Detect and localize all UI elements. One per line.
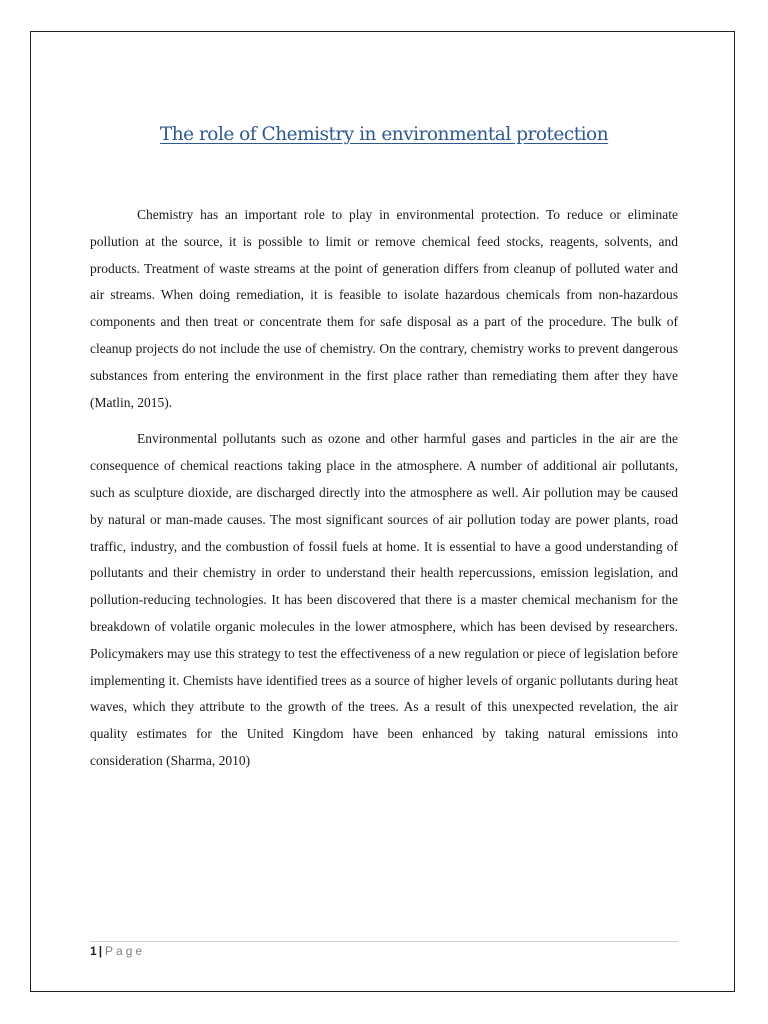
page-title: The role of Chemistry in environmental protection xyxy=(159,124,609,145)
document-body xyxy=(90,202,678,785)
footer-separator: | xyxy=(98,944,103,958)
paragraph-2: Environmental pollutants such as ozone and other harmful gases and particles in the air are the consequence of chemical reactions taking place in the atmosphere. A number of additional air pollutants, such as sculpture dioxide, are discharged directly into the atmosphere as well. Air pollution may be caused by natural or man-made causes. The most significant sources of air pollution today are power plants, road traffic, industry, and the combustion of fossil fuels at home. It is essential to have a good understanding of pollutants and their chemistry in order to understand their health repercussions, emission legislation, and pollution-reducing technologies. It has been discovered that there is a master chemical mechanism for the breakdown of volatile organic molecules in the lower atmosphere, which has been devised by researchers. Policymakers may use this strategy to test the effectiveness of a new regulation or piece of legislation before implementing it. Chemists have identified trees as a source of higher levels of organic pollutants during heat waves, which they attribute to the growth of the trees. As a result of this unexpected revelation, the air quality estimates for the United Kingdom have been enhanced by taking natural emissions into consideration (Sharma, 2010) xyxy=(90,431,678,768)
page-number: 1 xyxy=(90,944,97,958)
page-label: Page xyxy=(105,944,146,958)
footer-divider xyxy=(90,941,678,942)
paragraph-1: Chemistry has an important role to play in environmental protection. To reduce or eliminate pollution at the source, it is possible to limit or remove chemical feed stocks, reagents, solvents, and products. Treatment of waste streams at the point of generation differs from cleanup of polluted water and air streams. When doing remediation, it is feasible to isolate hazardous chemicals from non-hazardous components and then treat or concentrate them for safe disposal as a part of the procedure. The bulk of cleanup projects do not include the use of chemistry. On the contrary, chemistry works to prevent dangerous substances from entering the environment in the first place rather than remediating them after they have (Matlin, 2015). xyxy=(90,207,678,410)
page-footer xyxy=(90,944,145,958)
